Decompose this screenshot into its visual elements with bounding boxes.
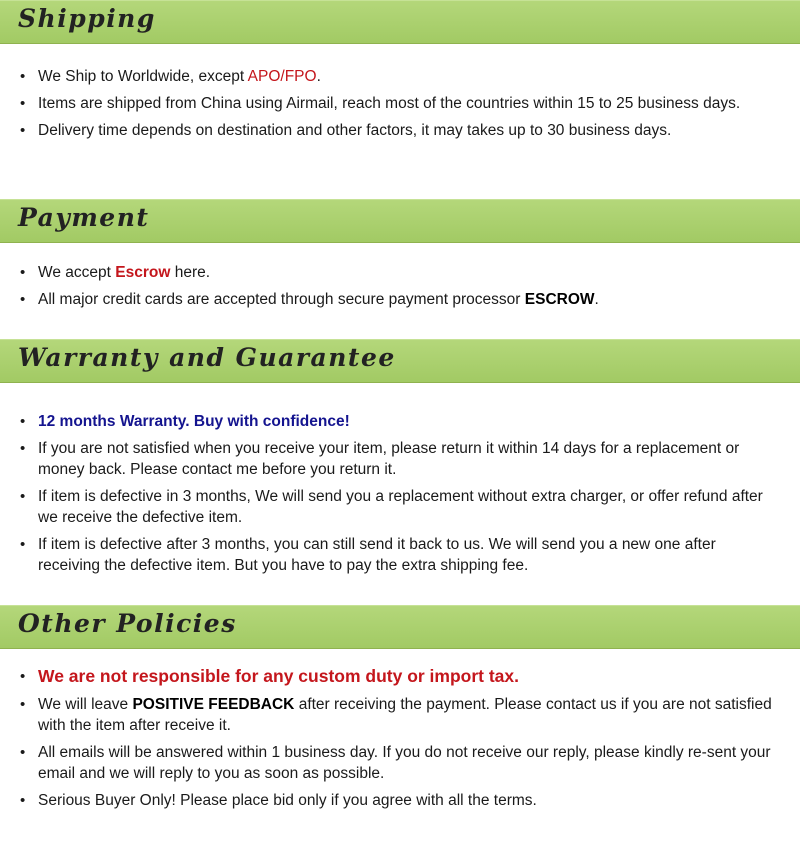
payment-list (0, 262, 800, 310)
list-item: • If you are not satisfied when you receive your item, please return it within 14 days for a replacement or money back. Please contact me before you return it. (20, 440, 740, 478)
policies-header (0, 605, 800, 649)
list-item: • We Ship to Worldwide, except APO/FPO. (20, 68, 321, 85)
list-item: • We will leave POSITIVE FEEDBACK after receiving the payment. Please contact us if you are not satisfied with the item after receive it. (20, 696, 772, 734)
warranty-title: Warranty and Guarantee (18, 343, 396, 372)
bullet-icon: • (20, 440, 26, 457)
policies-list (0, 666, 800, 811)
apo-fpo-highlight: APO/FPO (247, 68, 317, 85)
bullet-icon: • (20, 413, 26, 430)
bullet-icon: • (20, 792, 26, 809)
list-item: • We accept Escrow here. (20, 264, 211, 281)
payment-title: Payment (18, 203, 150, 232)
escrow-bold: ESCROW (524, 291, 595, 308)
bullet-icon: • (20, 122, 26, 139)
list-item (0, 411, 800, 432)
bullet-icon: • (20, 95, 26, 112)
bullet-icon: • (20, 488, 26, 505)
policies-title: Other Policies (18, 609, 237, 638)
bullet-icon: • (20, 68, 26, 85)
list-item: • If item is defective in 3 months, We will send you a replacement without extra charger, or offer refund after we receive the defective item. (20, 488, 763, 526)
bullet-icon: • (20, 744, 26, 761)
warranty-highlight: 12 months Warranty. Buy with confidence! (38, 413, 350, 430)
warranty-list (0, 411, 800, 576)
list-item: • Items are shipped from China using Airmail, reach most of the countries within 15 to 25 business days. (20, 95, 741, 112)
payment-section (0, 199, 800, 316)
list-item: • Delivery time depends on destination and other factors, it may takes up to 30 business days. (20, 122, 672, 139)
bullet-icon: • (20, 264, 26, 281)
bullet-icon: • (20, 291, 26, 308)
policies-section (0, 605, 800, 817)
bullet-icon: • (20, 696, 26, 713)
warranty-section (0, 339, 800, 582)
payment-header (0, 199, 800, 243)
list-item: • Serious Buyer Only! Please place bid only if you agree with all the terms. (20, 792, 537, 809)
shipping-section (0, 0, 800, 147)
list-item: • If item is defective after 3 months, you can still send it back to us. We will send you a new one after receiving the defective item. But you have to pay the extra shipping fee. (20, 536, 716, 574)
escrow-highlight: Escrow (115, 264, 171, 281)
list-item: • All major credit cards are accepted through secure payment processor ESCROW. (20, 291, 599, 308)
shipping-list (0, 66, 800, 141)
shipping-header (0, 0, 800, 44)
list-item (0, 666, 800, 688)
bullet-icon: • (20, 668, 26, 685)
list-item: • All emails will be answered within 1 business day. If you do not receive our reply, please kindly re-sent your email and we will reply to you as soon as possible. (20, 744, 771, 782)
positive-feedback-bold: POSITIVE FEEDBACK (132, 696, 295, 713)
duty-warning: We are not responsible for any custom duty or import tax. (38, 666, 520, 686)
bullet-icon: • (20, 536, 26, 553)
shipping-title: Shipping (18, 4, 156, 33)
warranty-header (0, 339, 800, 383)
